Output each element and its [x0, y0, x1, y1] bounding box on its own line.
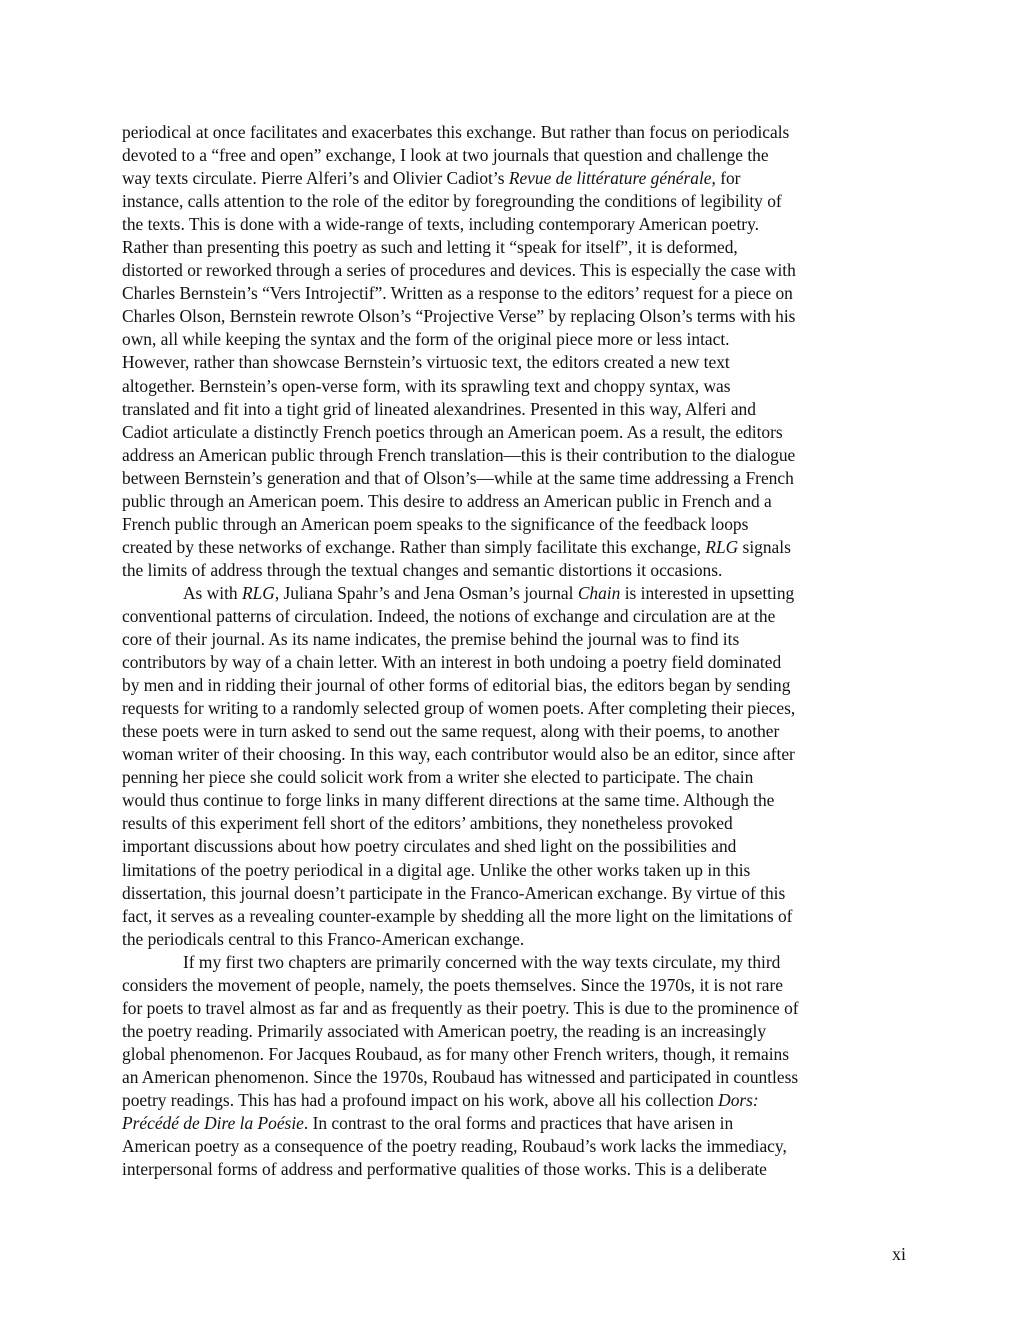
text-line: important discussions about how poetry circulates and shed light on the possibilities and	[122, 836, 737, 857]
italic-text: Chain	[577, 582, 621, 603]
text-line	[122, 167, 912, 190]
text-line: Cadiot articulate a distinctly French poetics through an American poem. As a result, the editors	[122, 421, 783, 442]
italic-text: Dors:	[718, 1089, 759, 1110]
text-line: own, all while keeping the syntax and the form of the original piece more or less intact.	[122, 329, 730, 350]
text-line: distorted or reworked through a series of procedures and devices. This is especially the case with	[122, 260, 796, 281]
text-line: the limits of address through the textual changes and semantic distortions it occasions.	[122, 559, 723, 580]
text-line: core of their journal. As its name indicates, the premise behind the journal was to find its	[122, 629, 740, 650]
text-line: by men and in ridding their journal of other forms of editorial bias, the editors began by sending	[122, 675, 791, 696]
text-line: Charles Olson, Bernstein rewrote Olson’s “Projective Verse” by replacing Olson’s terms with his	[122, 306, 796, 327]
text-segment: created by these networks of exchange. Rather than simply facilitate this exchange,	[122, 536, 706, 557]
text-line	[122, 582, 912, 605]
text-line: considers the movement of people, namely, the poets themselves. Since the 1970s, it is not rare	[122, 974, 784, 995]
italic-text: RLG	[241, 582, 275, 603]
text-line: would thus continue to forge links in many different directions at the same time. Although the	[122, 790, 775, 811]
text-line: limitations of the poetry periodical in a digital age. Unlike the other works taken up in this	[122, 859, 751, 880]
italic-text: RLG	[705, 536, 739, 557]
text-line: penning her piece she could solicit work from a writer she elected to participate. The chain	[122, 767, 754, 788]
text-line	[122, 1112, 912, 1135]
text-line: periodical at once facilitates and exacerbates this exchange. But rather than focus on periodicals	[122, 122, 790, 142]
page-number: xi	[891, 1244, 906, 1264]
text-line: fact, it serves as a revealing counter-example by shedding all the more light on the limitations of	[122, 905, 793, 926]
text-segment: , Juliana Spahr’s and Jena Osman’s journal	[274, 582, 578, 603]
text-line: instance, calls attention to the role of the editor by foregrounding the conditions of legibility of	[122, 191, 782, 212]
text-segment: signals	[738, 536, 791, 557]
text-line	[122, 536, 912, 559]
text-line: address an American public through French translation—this is their contribution to the dialogue	[122, 444, 796, 465]
text-segment: way texts circulate. Pierre Alferi’s and Olivier Cadiot’s	[122, 168, 509, 189]
text-line: dissertation, this journal doesn’t participate in the Franco-American exchange. By virtue of this	[122, 882, 786, 903]
text-line: global phenomenon. For Jacques Roubaud, as for many other French writers, though, it remains	[122, 1043, 789, 1064]
text-segment: poetry readings. This has had a profound impact on his work, above all his collection	[122, 1089, 719, 1110]
text-line: requests for writing to a randomly selected group of women poets. After completing their pieces,	[122, 698, 796, 719]
text-line: these poets were in turn asked to send out the same request, along with their poems, to another	[122, 721, 780, 742]
text-line: Rather than presenting this poetry as such and letting it “speak for itself”, it is deformed,	[122, 237, 738, 258]
italic-text: Précédé de Dire la Poésie	[122, 1113, 304, 1134]
text-segment: is interested in upsetting	[620, 582, 795, 603]
text-line: public through an American poem. This desire to address an American public in French and a	[122, 490, 772, 511]
text-line	[122, 1089, 912, 1112]
text-line: American poetry as a consequence of the poetry reading, Roubaud’s work lacks the immediacy,	[122, 1136, 787, 1157]
text-line: the poetry reading. Primarily associated with American poetry, the reading is an increasingly	[122, 1020, 767, 1041]
text-line: interpersonal forms of address and performative qualities of those works. This is a deliberate	[122, 1159, 767, 1180]
text-line: translated and fit into a tight grid of lineated alexandrines. Presented in this way, Alferi and	[122, 398, 756, 419]
text-line: conventional patterns of circulation. Indeed, the notions of exchange and circulation are at the	[122, 605, 776, 626]
text-line: an American phenomenon. Since the 1970s, Roubaud has witnessed and participated in countless	[122, 1066, 799, 1087]
text-line: woman writer of their choosing. In this way, each contributor would also be an editor, since after	[122, 744, 795, 765]
text-line: contributors by way of a chain letter. With an interest in both undoing a poetry field dominated	[122, 652, 782, 673]
text-line: altogether. Bernstein’s open-verse form, with its sprawling text and choppy syntax, was	[122, 375, 731, 396]
text-segment: , for	[711, 168, 741, 189]
text-line: for poets to travel almost as far and as frequently as their poetry. This is due to the prominence of	[122, 997, 799, 1018]
text-line: results of this experiment fell short of the editors’ ambitions, they nonetheless provoked	[122, 813, 733, 834]
body-text	[122, 121, 912, 1181]
text-segment: . In contrast to the oral forms and practices that have arisen in	[303, 1113, 734, 1134]
italic-text: Revue de littérature générale	[508, 168, 712, 189]
text-line: However, rather than showcase Bernstein’s virtuosic text, the editors created a new text	[122, 352, 730, 373]
text-line: between Bernstein’s generation and that of Olson’s—while at the same time addressing a French	[122, 467, 794, 488]
text-line: the periodicals central to this Franco-American exchange.	[122, 928, 525, 949]
text-line: devoted to a “free and open” exchange, I look at two journals that question and challenge the	[122, 145, 769, 166]
text-line: If my first two chapters are primarily concerned with the way texts circulate, my third	[183, 951, 781, 972]
text-line: the texts. This is done with a wide-range of texts, including contemporary American poetry.	[122, 214, 760, 235]
text-segment: As with	[183, 582, 242, 603]
text-line: Charles Bernstein’s “Vers Introjectif”. Written as a response to the editors’ request for a piece on	[122, 283, 793, 304]
text-line: French public through an American poem speaks to the significance of the feedback loops	[122, 513, 749, 534]
